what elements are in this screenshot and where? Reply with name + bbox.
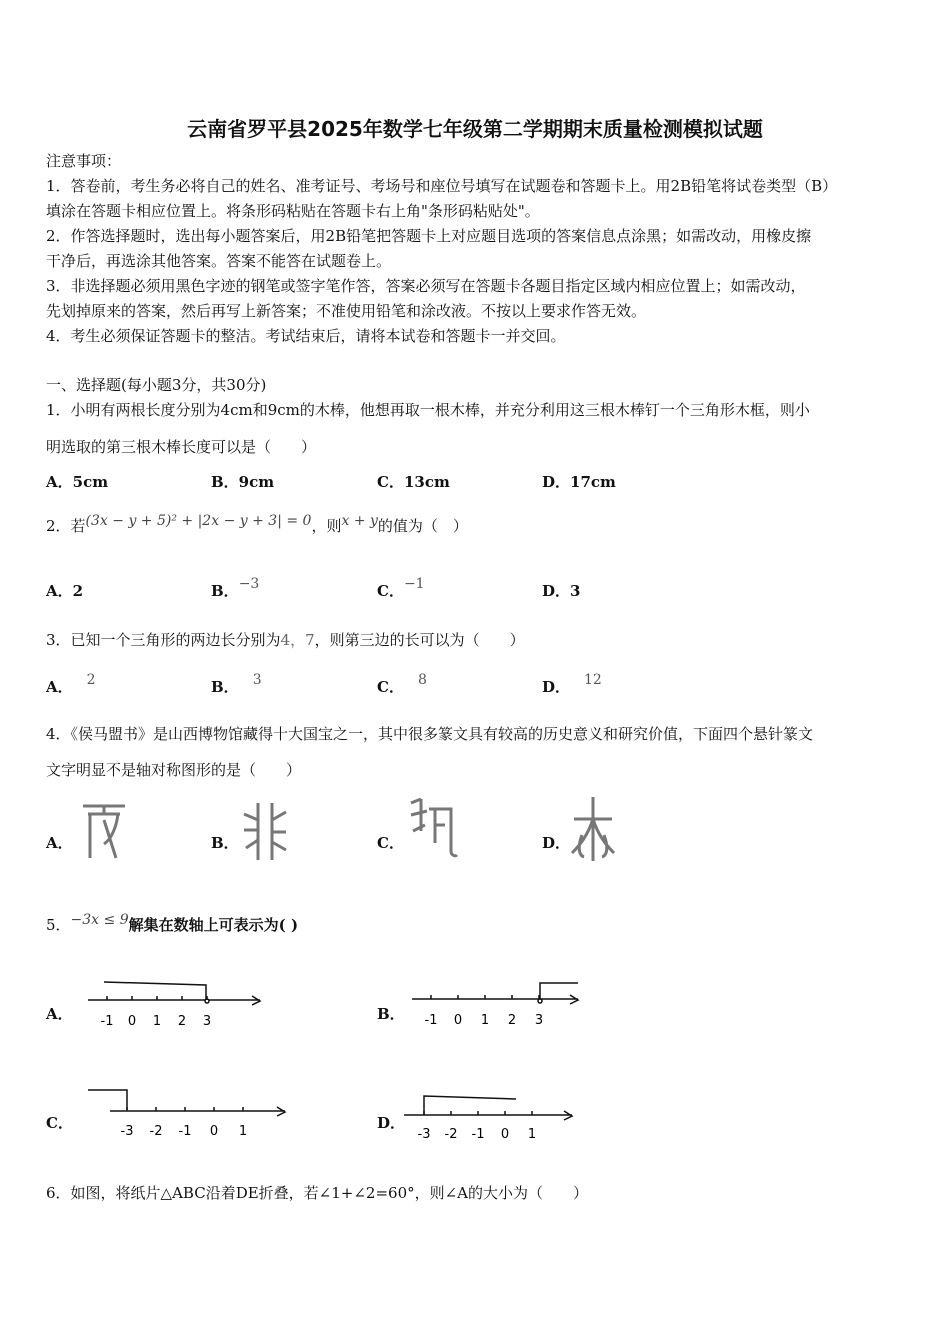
q2-mid: ，则 [311,517,342,535]
section-heading: 一、选择题(每小题3分，共30分) [46,376,267,394]
q2-option-a[interactable]: A．2 [46,582,84,600]
number-line-b-tick-label: 1 [480,1013,490,1028]
q5-option-b[interactable]: B． [377,1005,405,1023]
number-line-c-tick-label: 1 [238,1124,248,1139]
q5-option-d[interactable]: D． [377,1114,406,1132]
page-title: 云南省罗平县2025年数学七年级第二学期期末质量检测模拟试题 [187,117,763,141]
number-line-c-tick-label: 0 [209,1124,219,1139]
number-line-c-tick-label: -1 [178,1124,192,1139]
number-line-d-tick-label: -3 [417,1127,431,1142]
number-line-a-tick-label: 2 [177,1014,187,1029]
q2-option-b[interactable]: B．−3 [211,576,260,600]
number-line-a-tick-label: 3 [202,1014,212,1029]
number-line-c-tick-label: -3 [120,1124,134,1139]
number-line-d-tick-label: 1 [527,1127,537,1142]
q4-option-b[interactable]: B． [211,834,239,852]
q3-stem: 3．已知一个三角形的两边长分别为4，7，则第三边的长可以为（ ） [46,631,525,649]
q1-option-c[interactable]: C．13cm [377,473,450,491]
q1-stem: 明选取的第三根木棒长度可以是（ ） [46,438,317,456]
notice-line: 填涂在答题卡相应位置上。将条形码粘贴在答题卡右上角"条形码粘贴处"。 [46,202,540,220]
q2-equation: (3x − y + 5)² + |2x − y + 3| = 0 [85,513,312,529]
q4-option-d[interactable]: D． [542,834,571,852]
q6-stem: 6．如图，将纸片△ABC沿着DE折叠，若∠1+∠2=60°，则∠A的大小为（ ） [46,1184,589,1202]
notice-line: 3．非选择题必须用黑色字迹的钢笔或签字笔作答，答案必须写在答题卡各题目指定区域内相应位置上；如需改动， [46,277,806,295]
number-line-d-tick-label: -2 [444,1127,458,1142]
number-line-a-tick-label: -1 [100,1014,114,1029]
number-line-d-tick-label: -1 [471,1127,485,1142]
q3-option-a[interactable]: A． 2 [46,672,96,696]
q4-stem: 文字明显不是轴对称图形的是（ ） [46,761,302,779]
number-line-b-tick-label: 0 [453,1013,463,1028]
number-line-b-tick-label: -1 [424,1013,438,1028]
q5-option-a[interactable]: A． [46,1005,73,1023]
number-line-b-tick-label: 2 [507,1013,517,1028]
q2-option-c[interactable]: C．−1 [377,576,425,600]
q4-stem: 4．《侯马盟书》是山西博物馆藏得十大国宝之一，其中很多篆文具有较高的历史意义和研究价值，下面四个悬针篆文 [46,725,814,743]
q3-option-c[interactable]: C． 8 [377,672,427,696]
notice-line: 干净后，再选涂其他答案。答案不能答在试题卷上。 [46,252,392,270]
number-line-a-tick-label: 1 [152,1014,162,1029]
q4-option-a[interactable]: A． [46,834,73,852]
q2-expression: x + y [341,513,378,529]
q4-option-c[interactable]: C． [377,834,404,852]
notice-line: 1．答卷前，考生务必将自己的姓名、准考证号、考场号和座位号填写在试题卷和答题卡上。用2B铅笔将试卷类型（B） [46,177,838,195]
number-line-a-tick-label: 0 [127,1014,137,1029]
q2-suffix: 的值为（ ） [377,517,468,535]
q5-option-c[interactable]: C． [46,1114,73,1132]
notice-line: 4．考生必须保证答题卡的整洁。考试结束后，请将本试卷和答题卡一并交回。 [46,327,566,345]
notice-line: 2．作答选择题时，选出每小题答案后，用2B铅笔把答题卡上对应题目选项的答案信息点涂黑；如需改动，用橡皮擦 [46,227,812,245]
q1-option-d[interactable]: D．17cm [542,473,616,491]
q1-option-a[interactable]: A．5cm [46,473,109,491]
number-line-d-tick-label: 0 [500,1127,510,1142]
q1-stem: 1．小明有两根长度分别为4cm和9cm的木棒，他想再取一根木棒，并充分利用这三根木棒钉一个三角形木框，则小 [46,401,810,419]
number-line-b-tick-label: 3 [534,1013,544,1028]
q3-option-d[interactable]: D． 12 [542,672,602,696]
notice-line: 先划掉原来的答案，然后再写上新答案；不准使用铅笔和涂改液。不按以上要求作答无效。 [46,302,647,320]
q2-option-d[interactable]: D．3 [542,582,581,600]
q5-stem: 5．−3x ≤ 9解集在数轴上可表示为( ) [46,912,299,934]
q3-option-b[interactable]: B． 3 [211,672,262,696]
q1-option-b[interactable]: B．9cm [211,473,275,491]
notice-heading: 注意事项： [46,152,122,170]
number-line-c-tick-label: -2 [149,1124,163,1139]
q2-prefix: 2．若 [46,517,86,535]
q5-inequality: −3x ≤ 9 [70,912,129,928]
